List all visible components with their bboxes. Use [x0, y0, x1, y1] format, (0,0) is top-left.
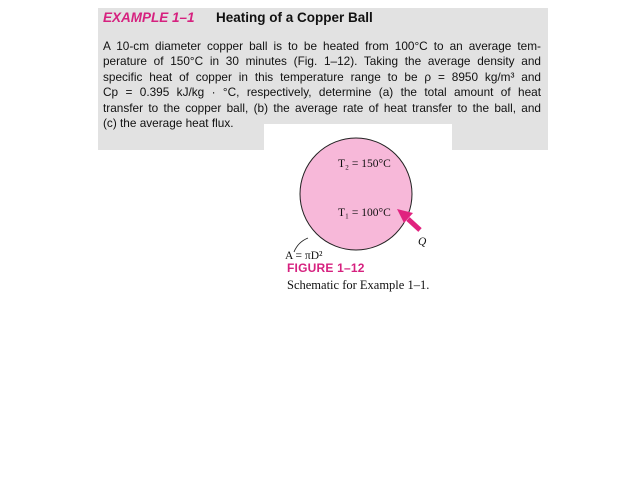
problem-line-6: (c) the average heat flux. [103, 116, 234, 131]
heat-flow-arrow [408, 219, 420, 230]
problem-line-2: perature of 150°C in 30 minutes (Fig. 1–12). Taking the average density and [103, 54, 541, 69]
copper-ball [300, 138, 412, 250]
final-temperature-label: T₂ = 150°C [338, 158, 391, 170]
heat-label: Q [418, 236, 427, 248]
figure-number: FIGURE 1–12 [287, 261, 365, 275]
problem-line-4: Cp = 0.395 kJ/kg · °C, respectively, determine (a) the total amount of heat [103, 85, 541, 100]
area-label: A = πD² [285, 250, 323, 262]
initial-temperature-label: T₁ = 100°C [338, 207, 391, 219]
problem-line-1: A 10-cm diameter copper ball is to be heated from 100°C to an average tem- [103, 39, 541, 53]
problem-line-3: specific heat of copper in this temperature range to be ρ = 8950 kg/m³ and [103, 69, 541, 84]
problem-line-5: transfer to the copper ball, (b) the average rate of heat transfer to the ball, and [103, 100, 541, 115]
example-title: Heating of a Copper Ball [216, 10, 373, 25]
figure-caption: Schematic for Example 1–1. [287, 278, 430, 292]
example-number: EXAMPLE 1–1 [103, 10, 195, 25]
